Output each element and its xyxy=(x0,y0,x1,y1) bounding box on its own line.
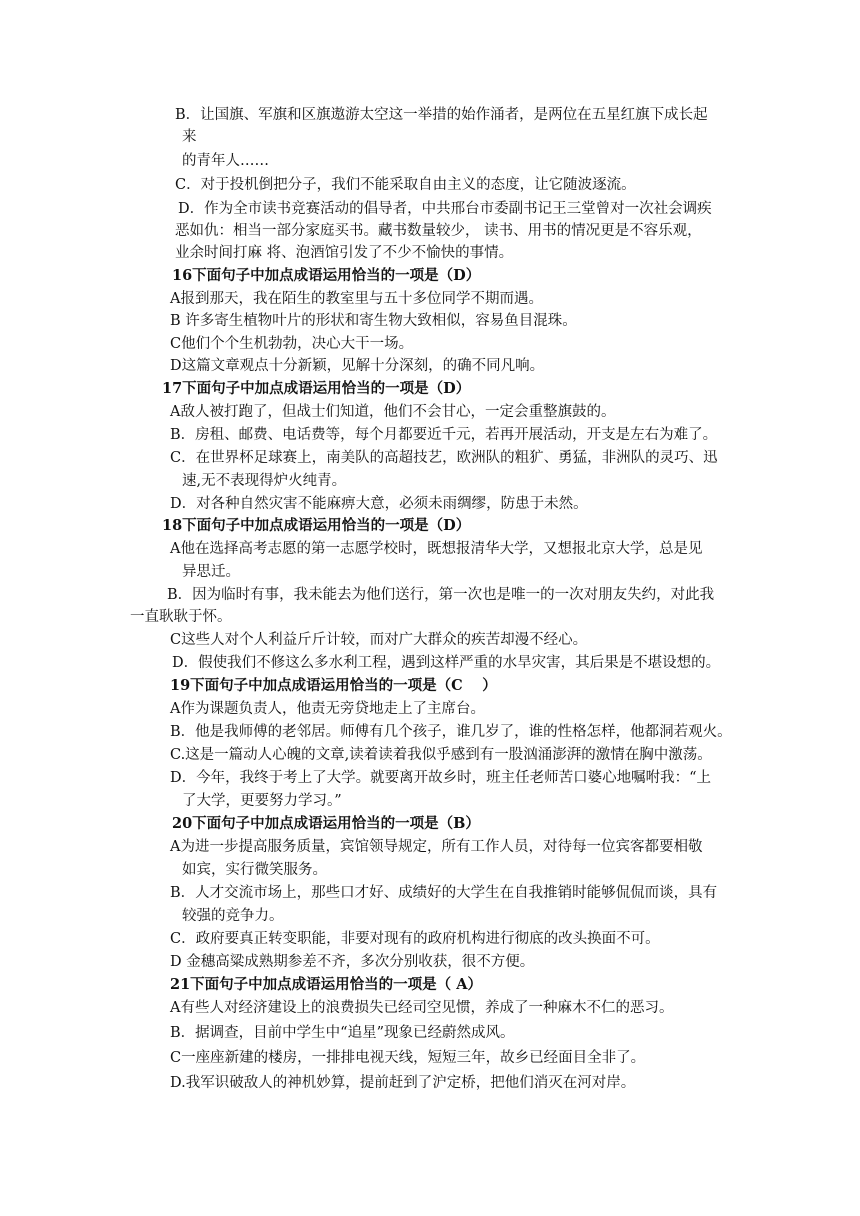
question-21-heading: 21下面句子中加点成语运用恰当的一项是（ A） xyxy=(170,976,482,993)
option-line: A有些人对经济建设上的浪费损失已经司空见惯，养成了一种麻木不仁的恶习。 xyxy=(170,1000,674,1016)
option-line: D．今年，我终于考上了大学。就要离开故乡时，班主任老师苦口婆心地嘱咐我：“上 xyxy=(170,770,712,786)
option-line: C这些人对个人利益斤斤计较，而对广大群众的疾苦却漫不经心。 xyxy=(170,632,588,648)
option-line: 一直耿耿于怀。 xyxy=(130,609,232,625)
option-line: C．对于投机倒把分子，我们不能采取自由主义的态度，让它随波逐流。 xyxy=(175,177,636,193)
option-line: C他们个个生机勃勃，决心大干一场。 xyxy=(170,336,414,352)
option-line: B．让国旗、军旗和区旗遨游太空这一举措的始作涌者，是两位在五星红旗下成长起 xyxy=(175,107,708,123)
question-19-heading: 19下面句子中加点成语运用恰当的一项是（C ） xyxy=(170,677,497,694)
option-line: B．人才交流市场上，那些口才好、成绩好的大学生在自我推销时能够侃侃而谈，具有 xyxy=(170,885,718,901)
option-line: 业余时间打麻 将、泡酒馆引发了不少不愉快的事情。 xyxy=(175,245,514,261)
option-line: A为进一步提高服务质量，宾馆领导规定，所有工作人员，对待每一位宾客都要相敬 xyxy=(170,839,703,855)
option-line: D．对各种自然灾害不能麻痹大意，必须未雨绸缪，防患于未然。 xyxy=(170,496,588,512)
option-line: A报到那天，我在陌生的教室里与五十多位同学不期而遇。 xyxy=(170,291,543,307)
option-line: C．在世界杯足球赛上，南美队的高超技艺，欧洲队的粗犷、勇猛，非洲队的灵巧、迅 xyxy=(170,450,718,466)
option-line: B．房租、邮费、电话费等，每个月都要近千元，若再开展活动，开支是左右为难了。 xyxy=(170,427,718,443)
option-line: D．作为全市读书竞赛活动的倡导者，中共邢台市委副书记王三堂曾对一次社会调疾 xyxy=(178,201,712,217)
option-line: A作为课题负责人，他责无旁贷地走上了主席台。 xyxy=(170,701,485,717)
option-line: 了大学，更要努力学习。” xyxy=(182,793,342,809)
option-line: C.这是一篇动人心魄的文章,读着读着我似乎感到有一股汹涌澎湃的激情在胸中激荡。 xyxy=(170,747,712,763)
option-line: 异思迁。 xyxy=(182,564,240,580)
question-17-heading: 17下面句子中加点成语运用恰当的一项是（D） xyxy=(162,380,471,397)
option-line: A他在选择高考志愿的第一志愿学校时，既想报清华大学，又想报北京大学，总是见 xyxy=(170,541,703,557)
option-line: A敌人被打跑了，但战士们知道，他们不会甘心，一定会重整旗鼓的。 xyxy=(170,404,616,420)
question-20-heading: 20下面句子中加点成语运用恰当的一项是（B） xyxy=(172,815,480,832)
question-18-heading: 18下面句子中加点成语运用恰当的一项是（D） xyxy=(162,517,471,534)
option-line: B．他是我师傅的老邻居。师傅有几个孩子，谁几岁了，谁的性格怎样，他都洞若观火。 xyxy=(170,724,732,740)
option-line: B．因为临时有事，我未能去为他们送行，第一次也是唯一的一次对朋友失约，对此我 xyxy=(167,587,715,603)
option-line: D.我军识破敌人的神机妙算，提前赶到了沪定桥，把他们消灭在河对岸。 xyxy=(170,1075,636,1091)
option-line: C一座座新建的楼房，一排排电视天线，短短三年，故乡已经面目全非了。 xyxy=(170,1050,646,1066)
option-line: 的青年人…… xyxy=(182,153,269,169)
option-line: 如宾，实行微笑服务。 xyxy=(182,862,327,878)
option-line: 速,无不表现得炉火纯青。 xyxy=(182,473,347,489)
option-line: C．政府要真正转变职能，非要对现有的政府机构进行彻底的改头换面不可。 xyxy=(170,931,660,947)
option-line: D 金穗高粱成熟期参差不齐，多次分别收获，很不方便。 xyxy=(170,954,535,970)
option-line: 恶如仇：相当一部分家庭买书。藏书数量较少， 读书、用书的情况更是不容乐观， xyxy=(175,223,702,239)
option-line: 来 xyxy=(182,129,197,145)
option-line: B 许多寄生植物叶片的形状和寄生物大致相似，容易鱼目混珠。 xyxy=(170,313,577,329)
option-line: D这篇文章观点十分新颖，见解十分深刻，的确不同凡响。 xyxy=(170,358,545,374)
option-line: B．据调查，目前中学生中“追星”现象已经蔚然成风。 xyxy=(170,1025,515,1041)
question-16-heading: 16下面句子中加点成语运用恰当的一项是（D） xyxy=(172,267,481,284)
option-line: 较强的竞争力。 xyxy=(182,908,284,924)
option-line: D．假使我们不修这么多水利工程，遇到这样严重的水旱灾害，其后果是不堪设想的。 xyxy=(172,655,721,671)
